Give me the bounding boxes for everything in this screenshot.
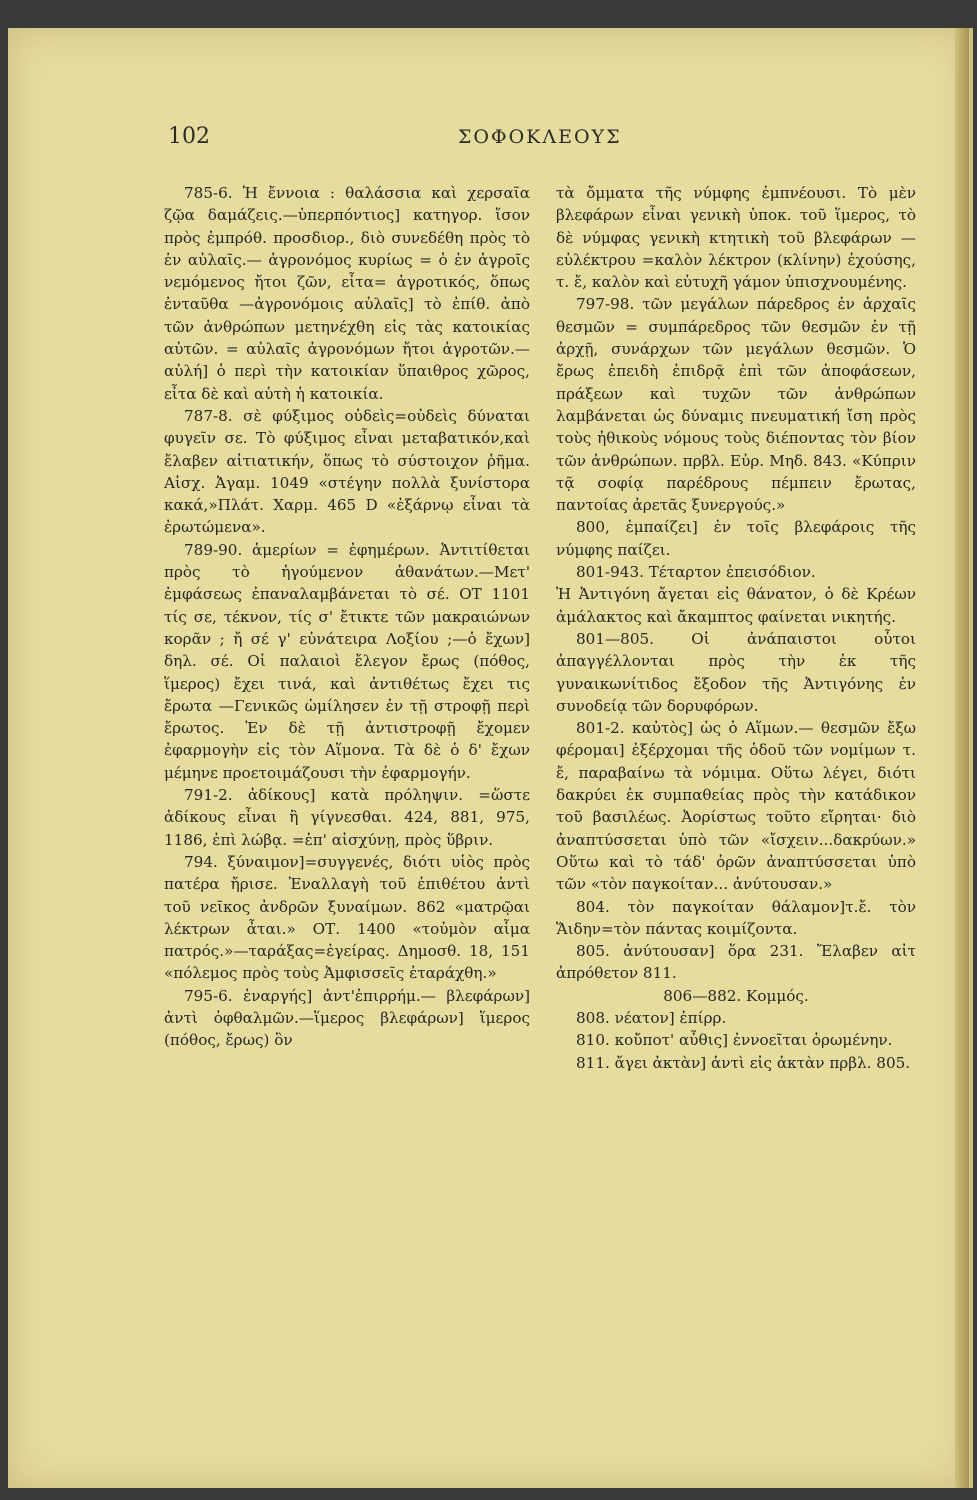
commentary-entry: 801—805. Οἱ ἀνάπαιστοι οὗτοι ἀπαγγέλλονται πρὸς τὴν ἐκ τῆς γυναικωνίτιδος ἔξοδον τῆς Ἀντιγόνης ἐν συνοδείᾳ τῶν δορυφόρων. xyxy=(556,629,916,715)
commentary-entry: 808. νέατον] ἐπίρρ. xyxy=(576,1008,727,1027)
section-heading: 801-943. Τέταρτον ἐπεισόδιον. xyxy=(576,563,816,582)
section-heading: 806—882. Κομμός. xyxy=(663,986,809,1005)
left-column xyxy=(164,182,530,1052)
right-column xyxy=(556,182,916,1074)
commentary-entry: 811. ἄγει ἀκτὰν] ἀντὶ εἰς ἀκτὰν πρβλ. 805. xyxy=(576,1053,911,1072)
running-head xyxy=(168,124,958,164)
commentary-entry: τὰ ὄμματα τῆς νύμφης ἐμπνέουσι. Τὸ μὲν βλεφάρων εἶναι γενικὴ ὑποκ. τοῦ ἵμερος, τὸ δὲ νύμφας γενικὴ κτητικὴ τοῦ βλεφάρων — εὐλέκτρου =καλὸν λέκτρον (κλίνην) ἐχούσης, τ. ἔ, καλὸν καὶ εὐτυχῆ γάμον ὑπισχνουμένης. xyxy=(556,184,916,292)
page-number: 102 xyxy=(168,124,210,149)
running-title: ΣΟΦΟΚΛΕΟΥΣ xyxy=(458,126,622,148)
commentary-entry: 810. κοὔποτ' αὖθις] ἐννοεῖται ὁρωμένην. xyxy=(576,1031,893,1050)
commentary-entry: 801-2. καὐτὸς] ὡς ὁ Αἵμων.— θεσμῶν ἔξω φέρομαι] ἐξέρχομαι τῆς ὁδοῦ τῶν νομίμων τ. ἔ, παραβαίνω τὰ νόμιμα. Οὕτω λέγει, διότι δακρύει ἐκ συμπαθείας πρὸς τὴν κατάδικον τοῦ βασιλέως. Ἀορίστως τοῦτο εἴρηται· διὸ ἀναπτύσσεται ὑπὸ τῶν «ἴσχειν...δακρύων.» Οὕτω καὶ τὸ τάδ' ὁρῶν ἀναπτύσσεται ὑπὸ τῶν «τὸν παγκοίταν... ἀνύτουσαν.» xyxy=(556,719,916,894)
commentary-entry: 791-2. ἀδίκους] κατὰ πρόληψιν. =ὥστε ἀδίκους εἶναι ἢ γίγνεσθαι. 424, 881, 975, 1186, ἐπὶ λώβᾳ. =ἐπ' αἰσχύνῃ, πρὸς ὕβριν. xyxy=(164,786,530,849)
commentary-entry: 805. ἀνύτουσαν] ὅρα 231. Ἔλαβεν αἰτ ἀπρόθετον 811. xyxy=(556,942,916,983)
page-edge xyxy=(955,28,969,1488)
section-summary: Ἡ Ἀντιγόνη ἄγεται εἰς θάνατον, ὁ δὲ Κρέων ἀμάλακτος καὶ ἄκαμπτος φαίνεται νικητής. xyxy=(556,585,916,626)
commentary-entry: 795-6. ἐναργής] ἀντ'ἐπιρρήμ.— βλεφάρων] ἀντὶ ὀφθαλμῶν.—ἵμερος βλεφάρων] ἵμερος (πόθος, ἔρως) ὃν xyxy=(164,986,530,1050)
commentary-entry: 804. τὸν παγκοίταν θάλαμον]τ.ἔ. τὸν Ἅιδην=τὸν πάντας κοιμίζοντα. xyxy=(556,897,916,938)
commentary-entry: 787-8. σὲ φύξιμος οὐδεὶς=οὐδεὶς δύναται φυγεῖν σε. Τὸ φύξιμος εἶναι μεταβατικόν,καὶ ἔλαβεν αἰτιατικήν, ὅπως τὸ σύστοιχον ῥῆμα. Αἰσχ. Ἀγαμ. 1049 «στέγην πολλὰ ξυνίστορα κακά,»Πλάτ. Χαρμ. 465 D «ἐξάρνῳ εἶναι τὰ ἐρωτώμενα». xyxy=(164,406,530,537)
commentary-entry: 800, ἐμπαίζει] ἐν τοῖς βλεφάροις τῆς νύμφης παίζει. xyxy=(556,518,916,559)
commentary-entry: 794. ξύναιμον]=συγγενές, διότι υἱὸς πρὸς πατέρα ἤρισε. Ἐναλλαγὴ τοῦ ἐπιθέτου ἀντὶ τοῦ νεῖκος ἀνδρῶν ξυναίμων. 862 «ματρῷαι λέκτρων ἆται.» ΟΤ. 1400 «τοὐμὸν αἷμα πατρός.»—ταράξας=ἐγείρας. Δημοσθ. 18, 151 «πόλεμος πρὸς τοὺς Ἀμφισσεῖς ἐταράχθη.» xyxy=(164,852,530,983)
commentary-entry: 797-98. τῶν μεγάλων πάρεδρος ἐν ἀρχαῖς θεσμῶν = συμπάρεδρος τῶν θεσμῶν ἐν τῇ ἀρχῇ, συνάρχων τῶν μεγάλων θεσμῶν. Ὁ ἔρως ἐπειδὴ ἐπιδρᾷ ἐπὶ τῶν ἀποφάσεων, πράξεων καὶ τυχῶν τῶν ἀνθρώπων λαμβάνεται ὡς δύναμις πνευματική ἴση πρὸς τοὺς ἠθικοὺς νόμους τοὺς διέποντας τὸν βίον τῶν ἀνθρώπων. πρβλ. Εὐρ. Μηδ. 843. «Κύπριν τᾷ σοφίᾳ παρέδρους πέμπειν ἔρωτας, παντοίας ἀρετᾶς ξυνεργούς.» xyxy=(556,295,916,515)
commentary-entry: 789-90. ἁμερίων = ἐφημέρων. Ἀντιτίθεται πρὸς τὸ ἡγούμενον ἀθανάτων.—Μετ' ἐμφάσεως ἐπαναλαμβάνεται τὸ σέ. ΟΤ 1101 τίς σε, τέκνον, τίς σ' ἔτικτε τῶν μακραιώνων κορᾶν ; ἤ σέ γ' εὐνάτειρα Λοξίου ;—ὁ ἔχων] δηλ. σέ. Οἱ παλαιοὶ ἔλεγον ἔρως (πόθος, ἵμερος) ἔχει τινά, καὶ ἀντιθέτως ἔχει τις ἔρωτα —Γενικῶς ὡμίλησεν ἐν τῇ στροφῇ περὶ ἔρωτος. Ἐν δὲ τῇ ἀντιστροφῇ ἔχομεν ἐφαρμογὴν εἰς τὸν Αἵμονα. Τὰ δὲ ὁ δ' ἔχων μέμηνε προετοιμάζουσι τὴν ἐφαρμογήν. xyxy=(164,540,530,782)
commentary-entry: 785-6. Ἡ ἔννοια : θαλάσσια καὶ χερσαῖα ζῷα δαμάζεις.—ὑπερπόντιος] κατηγορ. ἴσον πρὸς ἐμπρόθ. προσδιορ., διὸ συνεδέθη πρὸς τὸ ἐν αὐλαῖς.— ἀγρονόμος κυρίως = ὁ ἐν ἀγροῖς νεμόμενος ἤτοι ζῶν, εἶτα= ἀγροτικός, ὅπως ἐνταῦθα —ἀγρονόμοις αὐλαῖς] τὸ ἐπίθ. ἀπὸ τῶν ἀνθρώπων μετηνέχθη εἰς τὰς κατοικίας αὐτῶν. = αὐλαῖς ἀγρονόμων ἤτοι ἀγροτῶν.—αὐλή] ὁ περὶ τὴν κατοικίαν ὕπαιθρος χῶρος, εἶτα δὲ καὶ αὐτὴ ἡ κατοικία. xyxy=(164,184,530,403)
